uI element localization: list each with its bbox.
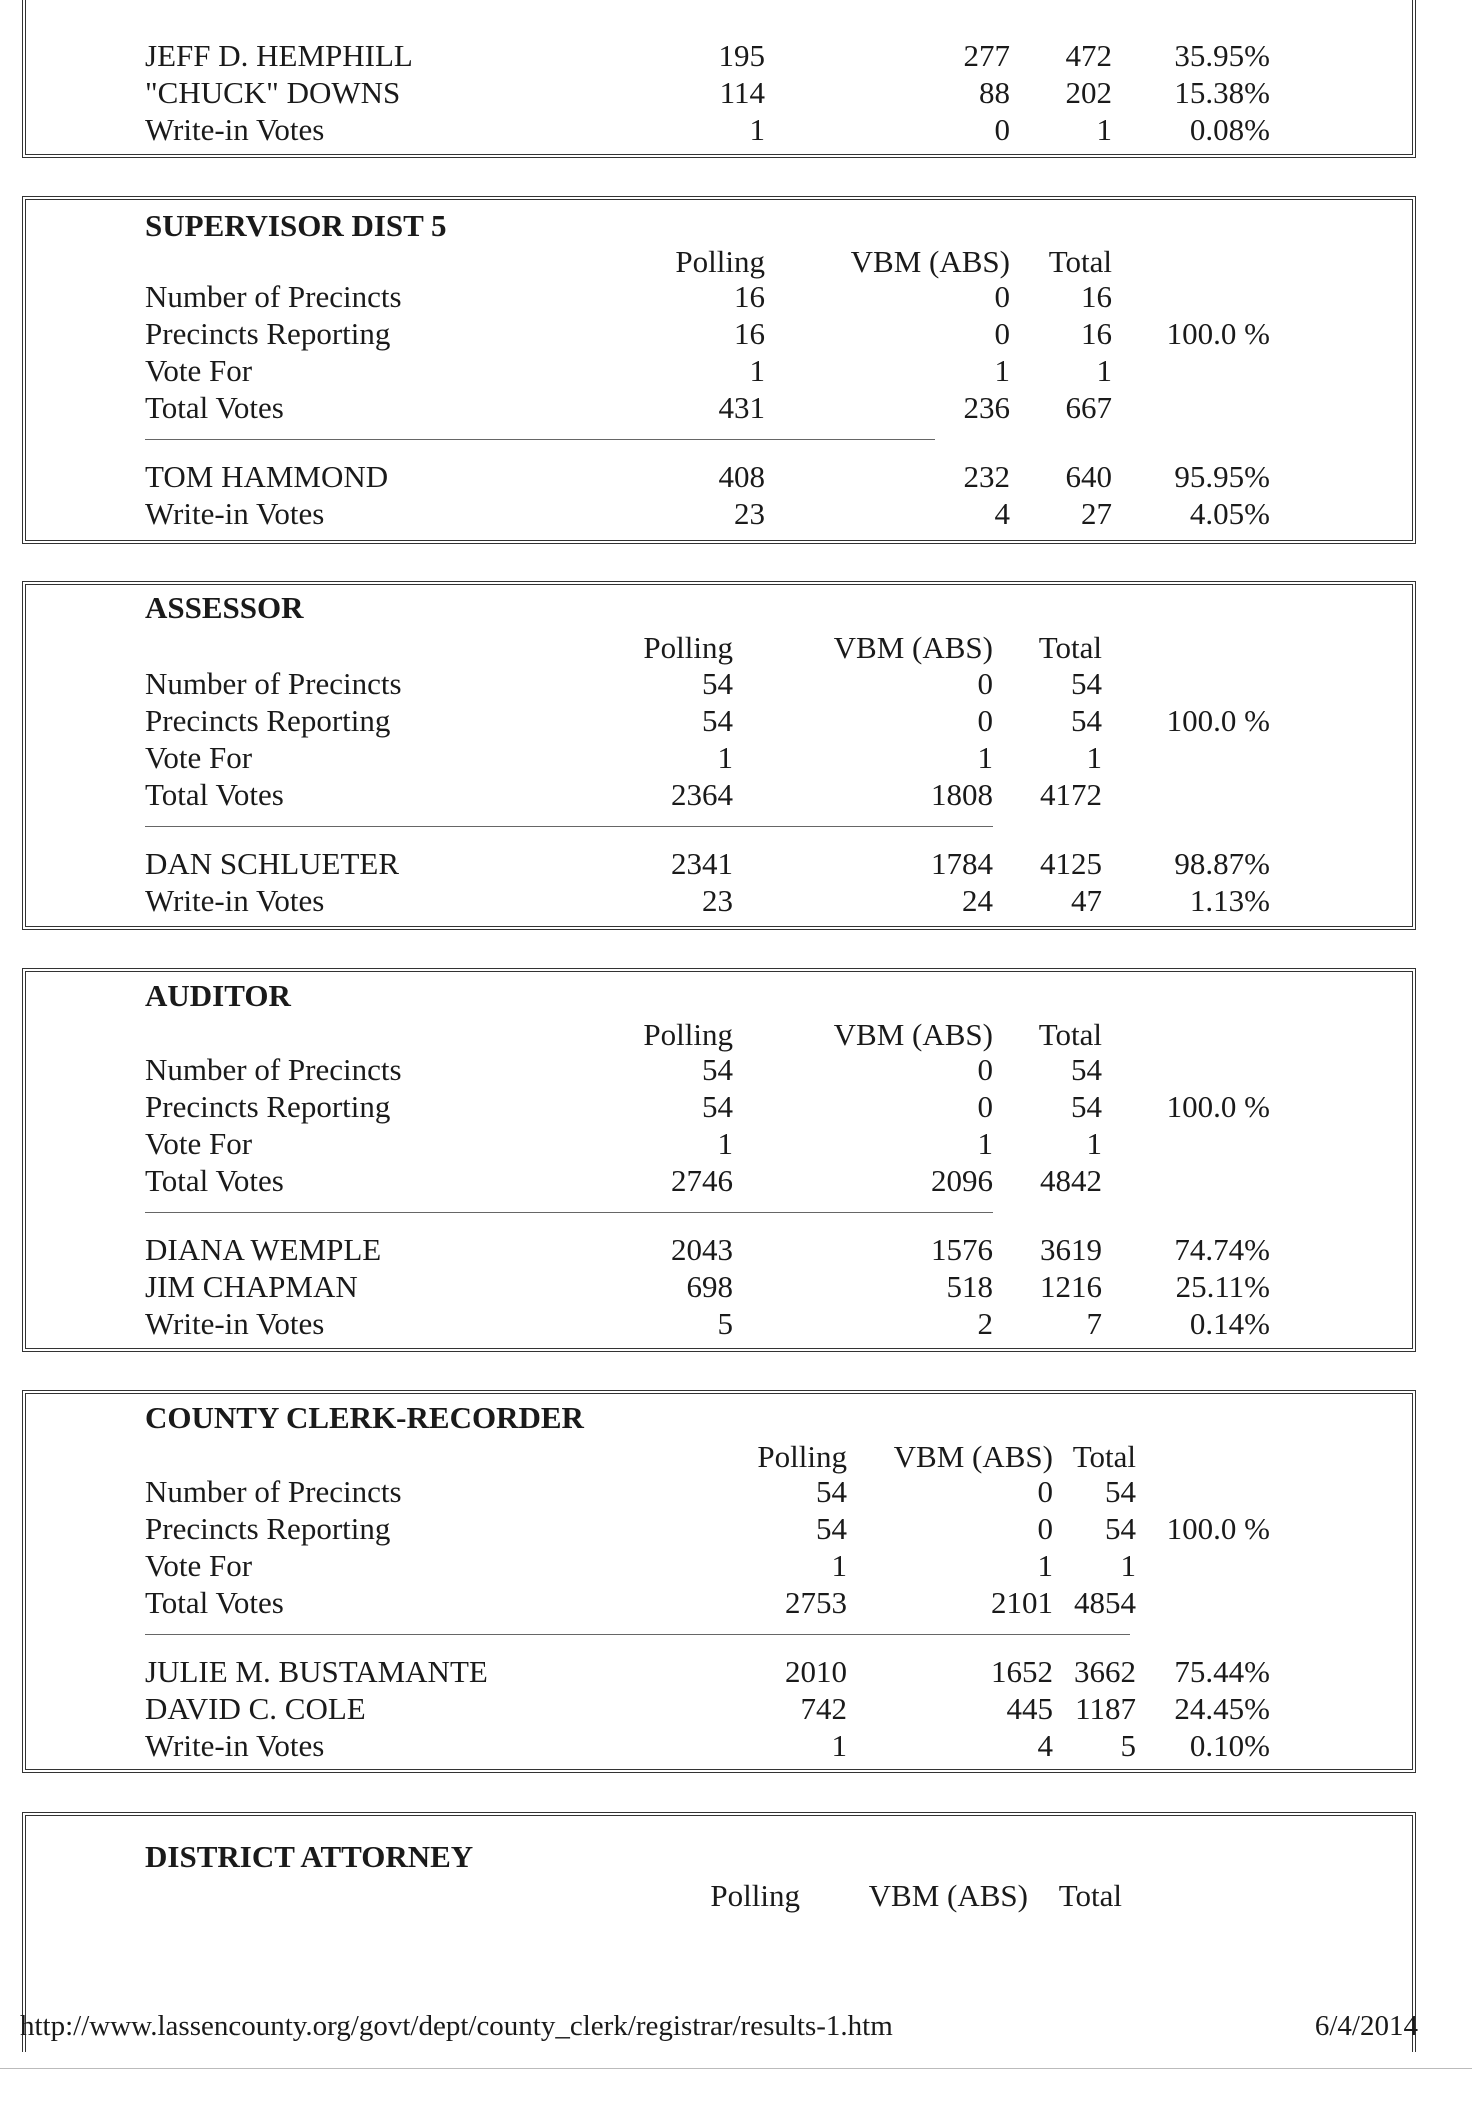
- candidate-row-pct: 98.87%: [1174, 846, 1270, 881]
- candidate-row-pct: 24.45%: [1174, 1691, 1270, 1726]
- candidate-row-label: Write-in Votes: [145, 1306, 325, 1341]
- candidate-row-polling: 114: [719, 75, 765, 110]
- candidate-row-total: 1: [1096, 112, 1112, 147]
- candidate-row-label: Write-in Votes: [145, 1728, 325, 1763]
- stat-row: [0, 1052, 1472, 1088]
- stat-row-polling: 16: [734, 316, 765, 351]
- stat-row-total: 16: [1081, 316, 1112, 351]
- column-headers: [0, 244, 1472, 280]
- candidate-row-label: JIM CHAPMAN: [145, 1269, 358, 1304]
- header-polling: Polling: [675, 244, 765, 279]
- header-vbm: VBM (ABS): [833, 1017, 993, 1052]
- stat-row-pct: 100.0 %: [1166, 1511, 1270, 1546]
- stat-row-total: 54: [1105, 1511, 1136, 1546]
- stat-row-label: Vote For: [145, 740, 253, 775]
- stat-row-label: Number of Precincts: [145, 1474, 402, 1509]
- candidate-row: [0, 496, 1472, 532]
- candidate-row-pct: 15.38%: [1174, 75, 1270, 110]
- section-rule: [145, 1634, 1130, 1635]
- candidate-row-total: 1216: [1040, 1269, 1102, 1304]
- candidate-row-pct: 0.10%: [1189, 1728, 1270, 1763]
- stat-row-polling: 2753: [785, 1585, 847, 1620]
- stat-row: [0, 1511, 1472, 1547]
- stat-row-polling: 16: [734, 279, 765, 314]
- stat-row-label: Total Votes: [145, 1163, 284, 1198]
- candidate-row-label: JEFF D. HEMPHILL: [145, 38, 413, 73]
- candidate-row-polling: 5: [717, 1306, 733, 1341]
- stat-row: [0, 1089, 1472, 1125]
- stat-row-polling: 54: [702, 1052, 733, 1087]
- stat-row-vbm: 1808: [931, 777, 993, 812]
- stat-row-total: 16: [1081, 279, 1112, 314]
- header-polling: Polling: [710, 1878, 800, 1913]
- stat-row-vbm: 1: [1037, 1548, 1053, 1583]
- candidate-row-label: JULIE M. BUSTAMANTE: [145, 1654, 488, 1689]
- section-rule: [145, 1212, 993, 1213]
- candidate-row-polling: 195: [718, 38, 765, 73]
- stat-row-total: 4842: [1040, 1163, 1102, 1198]
- stat-row-label: Precincts Reporting: [145, 1089, 391, 1124]
- stat-row-polling: 1: [831, 1548, 847, 1583]
- section-title: AUDITOR: [145, 978, 291, 1013]
- candidate-row-vbm: 232: [963, 459, 1010, 494]
- header-vbm: VBM (ABS): [868, 1878, 1028, 1913]
- stat-row-label: Number of Precincts: [145, 666, 402, 701]
- stat-row-label: Precincts Reporting: [145, 703, 391, 738]
- stat-row-polling: 54: [816, 1511, 847, 1546]
- stat-row: [0, 666, 1472, 702]
- header-total: Total: [1048, 244, 1112, 279]
- stat-row-vbm: 0: [1037, 1511, 1053, 1546]
- candidate-row-polling: 23: [702, 883, 733, 918]
- candidate-row-total: 27: [1081, 496, 1112, 531]
- stat-row-pct: 100.0 %: [1166, 1089, 1270, 1124]
- section-rule: [145, 826, 993, 827]
- candidate-row-vbm: 4: [994, 496, 1010, 531]
- candidate-row-total: 1187: [1075, 1691, 1136, 1726]
- candidate-row-polling: 742: [800, 1691, 847, 1726]
- candidate-row: [0, 38, 1472, 74]
- stat-row-label: Total Votes: [145, 1585, 284, 1620]
- candidate-row-label: Write-in Votes: [145, 112, 325, 147]
- stat-row-total: 4172: [1040, 777, 1102, 812]
- stat-row: [0, 279, 1472, 315]
- candidate-row: [0, 1728, 1472, 1764]
- stat-row-vbm: 0: [994, 279, 1010, 314]
- stat-row-total: 54: [1071, 666, 1102, 701]
- stat-row-total: 1: [1086, 1126, 1102, 1161]
- stat-row-polling: 1: [717, 740, 733, 775]
- candidate-row-vbm: 518: [946, 1269, 993, 1304]
- footer-date: 6/4/2014: [1314, 2010, 1418, 2042]
- stat-row: [0, 740, 1472, 776]
- stat-row-pct: 100.0 %: [1166, 316, 1270, 351]
- header-polling: Polling: [757, 1439, 847, 1474]
- stat-row-polling: 54: [702, 1089, 733, 1124]
- candidate-row-pct: 95.95%: [1174, 459, 1270, 494]
- candidate-row-label: DAVID C. COLE: [145, 1691, 366, 1726]
- candidate-row: [0, 1269, 1472, 1305]
- stat-row-polling: 1: [717, 1126, 733, 1161]
- candidate-row-vbm: 4: [1037, 1728, 1053, 1763]
- section-title: COUNTY CLERK-RECORDER: [145, 1400, 584, 1435]
- candidate-row: [0, 883, 1472, 919]
- candidate-row: [0, 75, 1472, 111]
- candidate-row-total: 472: [1065, 38, 1112, 73]
- candidate-row-vbm: 445: [1006, 1691, 1053, 1726]
- stat-row-label: Vote For: [145, 1126, 253, 1161]
- candidate-row-polling: 1: [831, 1728, 847, 1763]
- stat-row-label: Precincts Reporting: [145, 316, 391, 351]
- candidate-row-polling: 408: [718, 459, 765, 494]
- stat-row: [0, 1474, 1472, 1510]
- stat-row: [0, 1126, 1472, 1162]
- candidate-row-total: 3619: [1040, 1232, 1102, 1267]
- stat-row-polling: 54: [702, 703, 733, 738]
- stat-row: [0, 390, 1472, 426]
- header-total: Total: [1072, 1439, 1136, 1474]
- candidate-row: [0, 459, 1472, 495]
- candidate-row-polling: 698: [686, 1269, 733, 1304]
- stat-row-vbm: 0: [994, 316, 1010, 351]
- candidate-row-polling: 2043: [671, 1232, 733, 1267]
- candidate-row-pct: 4.05%: [1189, 496, 1270, 531]
- header-vbm: VBM (ABS): [850, 244, 1010, 279]
- stat-row-label: Vote For: [145, 353, 253, 388]
- stat-row-vbm: 0: [977, 1089, 993, 1124]
- footer-url[interactable]: http://www.lassencounty.org/govt/dept/county_clerk/registrar/results-1.htm: [20, 2010, 893, 2042]
- column-headers: [0, 1878, 1472, 1914]
- candidate-row-total: 47: [1071, 883, 1102, 918]
- candidate-row-label: TOM HAMMOND: [145, 459, 389, 494]
- stat-row-polling: 431: [718, 390, 765, 425]
- header-vbm: VBM (ABS): [893, 1439, 1053, 1474]
- candidate-row-pct: 1.13%: [1189, 883, 1270, 918]
- stat-row: [0, 1163, 1472, 1199]
- stat-row-total: 1: [1086, 740, 1102, 775]
- candidate-row-total: 5: [1120, 1728, 1136, 1763]
- stat-row-polling: 54: [702, 666, 733, 701]
- candidate-row: [0, 1654, 1472, 1690]
- candidate-row-vbm: 2: [977, 1306, 993, 1341]
- candidate-row-vbm: 24: [962, 883, 993, 918]
- candidate-row-total: 202: [1065, 75, 1112, 110]
- candidate-row-pct: 0.14%: [1189, 1306, 1270, 1341]
- candidate-row-total: 640: [1065, 459, 1112, 494]
- column-headers: [0, 1017, 1472, 1053]
- candidate-row-pct: 74.74%: [1174, 1232, 1270, 1267]
- stat-row-label: Precincts Reporting: [145, 1511, 391, 1546]
- candidate-row-polling: 23: [734, 496, 765, 531]
- candidate-row-polling: 1: [749, 112, 765, 147]
- candidate-row-polling: 2341: [671, 846, 733, 881]
- column-headers: [0, 630, 1472, 666]
- section-title: ASSESSOR: [145, 590, 304, 625]
- stat-row-vbm: 0: [977, 703, 993, 738]
- candidate-row-label: DIANA WEMPLE: [145, 1232, 382, 1267]
- candidate-row-pct: 25.11%: [1175, 1269, 1270, 1304]
- candidate-row-vbm: 0: [994, 112, 1010, 147]
- stat-row-polling: 2364: [671, 777, 733, 812]
- candidate-row-pct: 35.95%: [1174, 38, 1270, 73]
- stat-row-total: 4854: [1074, 1585, 1136, 1620]
- column-headers: [0, 1439, 1472, 1475]
- stat-row-vbm: 1: [994, 353, 1010, 388]
- header-polling: Polling: [643, 1017, 733, 1052]
- stat-row-vbm: 0: [1037, 1474, 1053, 1509]
- candidate-row-pct: 75.44%: [1174, 1654, 1270, 1689]
- page-divider: [0, 2068, 1472, 2069]
- stat-row: [0, 353, 1472, 389]
- candidate-row: [0, 1306, 1472, 1342]
- candidate-row: [0, 112, 1472, 148]
- stat-row-total: 667: [1065, 390, 1112, 425]
- candidate-row-total: 4125: [1040, 846, 1102, 881]
- stat-row-total: 54: [1071, 703, 1102, 738]
- header-total: Total: [1058, 1878, 1122, 1913]
- stat-row-vbm: 1: [977, 1126, 993, 1161]
- candidate-row-label: "CHUCK" DOWNS: [145, 75, 401, 110]
- stat-row-label: Total Votes: [145, 390, 284, 425]
- candidate-row-vbm: 88: [979, 75, 1010, 110]
- stat-row: [0, 1548, 1472, 1584]
- header-total: Total: [1038, 1017, 1102, 1052]
- stat-row-vbm: 1: [977, 740, 993, 775]
- stat-row-vbm: 236: [963, 390, 1010, 425]
- stat-row-vbm: 2101: [991, 1585, 1053, 1620]
- stat-row-total: 1: [1096, 353, 1112, 388]
- candidate-row-pct: 0.08%: [1189, 112, 1270, 147]
- candidate-row-total: 3662: [1074, 1654, 1136, 1689]
- stat-row: [0, 703, 1472, 739]
- candidate-row-vbm: 277: [963, 38, 1010, 73]
- candidate-row: [0, 1691, 1472, 1727]
- stat-row-label: Total Votes: [145, 777, 284, 812]
- stat-row-polling: 1: [749, 353, 765, 388]
- header-vbm: VBM (ABS): [833, 630, 993, 665]
- stat-row-vbm: 0: [977, 1052, 993, 1087]
- candidate-row-vbm: 1784: [931, 846, 993, 881]
- stat-row-label: Number of Precincts: [145, 1052, 402, 1087]
- candidate-row-label: Write-in Votes: [145, 496, 325, 531]
- stat-row-pct: 100.0 %: [1166, 703, 1270, 738]
- stat-row-polling: 2746: [671, 1163, 733, 1198]
- stat-row: [0, 777, 1472, 813]
- section-rule: [145, 439, 935, 440]
- stat-row-polling: 54: [816, 1474, 847, 1509]
- stat-row-total: 54: [1071, 1089, 1102, 1124]
- candidate-row-label: DAN SCHLUETER: [145, 846, 400, 881]
- header-total: Total: [1038, 630, 1102, 665]
- candidate-row-vbm: 1576: [931, 1232, 993, 1267]
- section-title: SUPERVISOR DIST 5: [145, 208, 447, 243]
- stat-row-vbm: 0: [977, 666, 993, 701]
- header-polling: Polling: [643, 630, 733, 665]
- stat-row-total: 1: [1120, 1548, 1136, 1583]
- candidate-row-polling: 2010: [785, 1654, 847, 1689]
- stat-row-label: Vote For: [145, 1548, 253, 1583]
- stat-row-vbm: 2096: [931, 1163, 993, 1198]
- candidate-row-vbm: 1652: [991, 1654, 1053, 1689]
- stat-row-total: 54: [1105, 1474, 1136, 1509]
- candidate-row-label: Write-in Votes: [145, 883, 325, 918]
- stat-row: [0, 316, 1472, 352]
- section-title: DISTRICT ATTORNEY: [145, 1839, 474, 1874]
- candidate-row: [0, 1232, 1472, 1268]
- stat-row: [0, 1585, 1472, 1621]
- candidate-row: [0, 846, 1472, 882]
- stat-row-label: Number of Precincts: [145, 279, 402, 314]
- stat-row-total: 54: [1071, 1052, 1102, 1087]
- candidate-row-total: 7: [1086, 1306, 1102, 1341]
